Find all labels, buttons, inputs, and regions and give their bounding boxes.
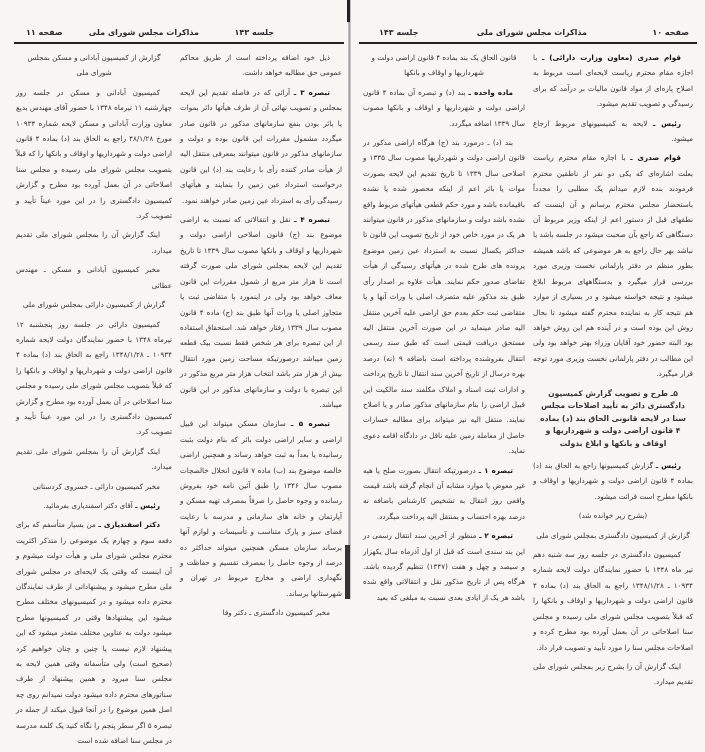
running-title: مذاکرات مجلس شورای ملی [476, 28, 587, 37]
paragraph-text: (بشرح زیر خوانده شد) [578, 511, 648, 521]
session-number: جلسه ۱۴۳ [234, 28, 274, 37]
paragraph [180, 416, 342, 601]
speaker-or-clause-label: تبصره ۴ ـ [294, 215, 330, 225]
centered-title [16, 297, 172, 312]
paragraph [16, 498, 172, 513]
paragraph [533, 50, 693, 112]
paragraph [16, 444, 172, 475]
page-number: صفحه ۱۱ [26, 28, 63, 37]
paragraph [363, 85, 525, 131]
page-header [14, 28, 344, 42]
paragraph [533, 458, 693, 504]
centered-title [363, 50, 525, 81]
paragraph-text: بند (د) و تبصره آن بماده ۴ قانون اراضی دولت و شهرداریها و اوقاف و بانکها مصوب سال ۱۳۳۹ اضافه میگردد. [363, 87, 525, 128]
header-rule [14, 42, 344, 44]
centered-title [533, 528, 693, 543]
paragraph-text: گزارش از کمیسیون آبادانی و مسکن بمجلس شورای ملی [27, 53, 161, 78]
paragraph [180, 605, 342, 620]
speaker-or-clause-label: تبصره ۲ ـ [479, 531, 513, 541]
centered-title [533, 508, 693, 523]
section-heading [539, 388, 687, 451]
running-title: مذاکرات مجلس شورای ملی [88, 28, 199, 37]
paragraph [16, 317, 172, 440]
paragraph-text: من بسیار متأسفم که برای دفعه سوم و چهارم یک موضوعی را متذکر اکثریت محترم مجلس شورای ملی و هیأت دولت میشوم و آن اینست که وقتی یک لایحه‌ای در مجلس شورای ملی مطرح میشود و پیشنهاداتی از طرف نمایندگان محترم داده میشود و در کمیسیونهای مختلف مطرح میشود این پیشنهادها وقتی در کمیسیونها مطرح میشود دولت به عناوین مختلف متعذر میشود که این پیشنهاد لازم نیست یا چنین و چنان خواهیم کرد (صحیح است) ولی متأسفانه وقتی همین لایحه به مجلس سنا میرود و همین پیشنهاد از طرف سناتورهای محترم داده میشود دولت نمیدانم روی چه اصل همین موضوع را در آنجا قبول میکند از جمله در تبصره ۵ اگر سطر پنجم را نگاه کنید یک کلمه مدرسه در مجلس سنا اضافه شده است [16, 520, 173, 746]
paragraph-text: کمیسیون دارائی در جلسه روز پنجشنبه ۱۲ تیرماه ۱۳۴۸ با حضور نمایندگان دولت لایحه شماره ۱۰۹۳۴ ـ ۱۳۴۸/۱/۲۸ راجع به الحاق بند (د) بماده ۴ قانون اراضی دولت و شهرداریها و اوقاف و بانکها را که قبلاً بتصویب مجلس شورای ملی رسیده و مجلس سنا اصلاحاتی در آن بعمل آورده بود مطرح و گزارش کمیسیون دادگستری را در این مورد عیناً تأیید و تصویب کرد. [16, 319, 172, 437]
paragraph-text: آرائی که در فاصله تقدیم این لایحه بمجلس و تصویب نهائی آن از طرف هیأتها دائر بموات یا بائر بودن بنفع سازمانهای مذکور در قانون صادر میگردد مشمول مقررات این قانون بوده و دولت و سازمانهای مذکور در قانون میتوانند بمعرفی منتقل الیه از هیأت صادر کننده رأی با رعایت بند (د) این قانون درخواست استرداد عین زمین را بنمایند و هیأتهای رسیدگی رأی به استرداد عین زمین صادر خواهند نمود. [180, 87, 342, 205]
paragraph [16, 517, 172, 748]
paragraph [16, 262, 172, 293]
paragraph-text: گزارش کمیسیونها راجع به الحاق بند (د) بماده ۴ قانون اراضی دولت و شهرداریها و اوقاف و بانکها مطرح است قرائت میشود. [533, 461, 693, 501]
paragraph [533, 116, 693, 147]
speaker-or-clause-label: دکتر اسفندیاری ـ [98, 520, 161, 530]
speaker-or-clause-label: رئیس ـ [652, 118, 681, 128]
paragraph-text: مخبر کمیسیون دادگستری ـ دکتر وفا [222, 608, 330, 618]
paragraph-text: مخبر کمیسیون دارائی ـ خسروی کردستانی [32, 481, 160, 491]
paragraph [533, 150, 693, 381]
page-header [359, 28, 697, 42]
paragraph [16, 479, 172, 494]
paragraph-text: مخبر کمیسیون آبادانی و مسکن ـ مهندس عطائی [16, 265, 172, 290]
speaker-or-clause-label: قوام صدری ـ [630, 153, 681, 163]
paragraph-text: کمیسیون آبادانی و مسکن در جلسه روز چهارشنبه ۱۱ تیرماه ۱۳۴۸ با حضور آقای مهندس بدیع معاون وزارت آبادانی و مسکن لایحه شماره ۱۰۹۳۴ مورخ ۴۸/۱/۲۸ راجع به الحاق بند (د) بماده ۴ قانون اراضی دولت و شهرداریها و اوقاف و بانکها را که قبلاً بتصویب مجلس شورای ملی رسیده و مجلس سنا اصلاحاتی در آن بعمل آورده بود مطرح و گزارش کمیسیون دادگستری را در این مورد عیناً تأیید و تصویب کرد. [16, 87, 172, 221]
text-column-right [180, 50, 342, 625]
paragraph-text: نقل و انتقالاتی که نسبت به اراضی موضوع بند (ج) قانون اصلاحی اراضی دولت و شهرداریها و اوقاف و بانکها مصوب سال ۱۳۳۹ تا تاریخ تقدیم این لایحه بمجلس شورای ملی صورت گرفته است تا هزار متر مربع از شمول مقررات این قانون معاف خواهد بود ولی در اینمورد با متقاضی ثبت یا متجاوز اصلی یا وراث آنها طبق بند (ج) ماده ۴ قانون مصوب سال ۱۳۳۹ رفتار خواهد شد. استحقاق استفاده از این تبصره برای هر شخص فقط نسبت بیک قطعه زمین میباشد درصورتیکه مساحت زمین مورد انتقال بیش از هزار متر باشد انتخاب هزار متر مربع مذکور در این تبصره با دولت و سازمانهای مذکور در این قانون میباشد. [180, 215, 342, 409]
paragraph [16, 85, 172, 224]
speaker-or-clause-label: قوام صدری (معاون وزارت دارائی) ـ [541, 53, 681, 62]
paragraph [180, 212, 342, 412]
left-page [0, 0, 349, 746]
paragraph-text: با اجازه مقام محترم ریاست لایحه‌ای است مربوط به اصلاح پاره‌ای از مواد قانون مالیات بر درآمد که برای رسیدگی و تصویب تقدیم میشود. [533, 53, 693, 109]
paragraph-text: با اجازه مقام محترم ریاست بعلت اشاره‌ای که یکی دو نفر از ناطقین محترم فرمودند بنده لازم میدانم یک مطلبی را مجدداً باستحضار مجلس محترم برسانم و آن اینست که نطقهای قبل از دستور اعم از اینکه وزیر مربوط آن دستگاهی که راجع بآن صحبت میشود در جلسه باشد یا نباشد بهر حال راجع به هر موضوعی که باشد همیشه بطور منظم در دفتر پارلمانی نخست وزیری مورد بررسی قرار میگیرد و بدستگاههای مربوط ابلاغ میشود و نتیجه خواسته میشود و در بسیاری از موارد هم نتیجه کار به نماینده محترم گفته میشود تا بحال روش این بوده است و در آینده هم این روش خواهد بود البته حضور خود آقایان وزراء بهتر خواهد بود ولی این مطالب در دفتر پارلمانی نخست وزیری مورد توجه قرار میگیرد. [533, 153, 693, 379]
paragraph [180, 50, 342, 81]
paragraph-text: اینک گزارش آن را بشرح زیر بمجلس شورای ملی تقدیم میدارد. [533, 661, 693, 687]
session-number: جلسه ۱۴۳ [379, 28, 419, 37]
paragraph-text: گزارش از کمیسیون دارائی بمجلس شورای ملی [22, 300, 166, 310]
text-column-left [363, 50, 525, 609]
speaker-or-clause-label: ماده واحده ـ [468, 87, 513, 97]
paragraph-text: منظور از آخرین سند انتقال رسمی در این بند سندی است که قبل از اول آذرماه سال یکهزار و سیصد و چهل و هفت (۱۳۴۷) تنظیم گردیده باشد. هرگاه پس از تاریخ مذکور نقل و انتقالاتی واقع شده باشد هر یک از ایادی بعدی نسبت به مبلغی که بعید [363, 531, 526, 602]
paragraph-text: آقای دکتر اسفندیاری بفرمائید. [43, 500, 133, 510]
paragraph [363, 528, 525, 605]
text-column-left [16, 50, 172, 752]
paragraph-text: اینک گزارش آن را بمجلس شورای ملی تقدیم میدارد. [16, 230, 172, 255]
header-rule [359, 42, 697, 44]
paragraph-text: قانون الحاق یک بند بماده ۴ قانون اراضی دولت و شهرداریها و اوقاف و بانکها [371, 53, 517, 78]
text-column-right [533, 50, 693, 694]
paragraph-text: بند (د) ـ درمورد بند (ج) هرگاه اراضی مذکور در قانون اراضی دولت و شهرداریها مصوب سال ۱۳۳۵ و اصلاحی سال ۱۳۳۹ تا تاریخ تقدیم این لایحه بصورت موات یا بائر اعم از اینکه محصور شده یا نشده باقیمانده باشد و مورد حکم قطعی هیأتهای مربوط واقع نشده باشد دولت و سازمانهای مذکور در قانون میتوانند هر یک در مورد خاص خود از تاریخ تصویب این قانون تا حداکثر یکسال نسبت به استرداد عین زمین موضوع پرونده های طرح شده در هیأتهای رسیدگی از هیأت تقاضای صدور حکم نمایند. هیأت علاوه بر اصدار رأی طبق بند مذکور علیه متصرف اصلی یا وراث آنها و یا متقاضی ثبت حکم بعدم حق اراضی علیه آخرین منتقل الیه صادر مینماید در این صورت آخرین منتقل الیه مستحق دریافت قیمتی است که طبق سند رسمی انتقال بفروشنده پرداخته است باضافه ۹ (نه) درصد بهره درسال از تاریخ آخرین سند انتقال تا تاریخ پرداخت و ادارات ثبت اسناد و املاک مکلفند سند مالکیت این قبیل اراضی را بنام سازمانهای مذکور صادر و یا اصلاح نمایند. منتقل الیه نیز میتواند برای مطالبه خسارات حاصل از معامله زمین علیه ناقل در دادگاه اقامه دعوی نماید. [363, 138, 526, 456]
paragraph-text: گزارش از کمیسیون دادگستری بمجلس شورای ملی [536, 530, 690, 540]
speaker-or-clause-label: رئیس ـ [135, 500, 160, 510]
paragraph [180, 85, 342, 208]
speaker-or-clause-label: تبصره ۳ ـ [293, 87, 330, 97]
speaker-or-clause-label: تبصره ۵ ـ [290, 419, 330, 429]
paragraph [533, 659, 693, 690]
paragraph [363, 463, 525, 525]
paragraph-text: ذیل خود اضافه پرداخته است از طریق محاکم عمومی حق مطالبه خواهد داشت. [180, 53, 342, 78]
paragraph-text: لایحه به کمیسیونهای مربوط ارجاع میشود. [533, 118, 693, 144]
paragraph-text: درصورتیکه انتقال بصورت صلح یا هبه غیر معوض یا موارد مشابه آن انجام گرفته باشد قیمت واقعی روز انتقال به تشخیص کارشناس باضافه نه درصد بهره احتساب و بمنتقل الیه پرداخت میگردد. [363, 465, 525, 521]
centered-title [16, 50, 172, 81]
speaker-or-clause-label: تبصره ۱ ـ [478, 465, 513, 475]
paragraph-text: اینک گزارش آن را بمجلس شورای ملی تقدیم میدارد. [16, 446, 172, 472]
paragraph [533, 547, 693, 655]
right-page [353, 0, 705, 687]
paragraph-text: ۵ـ طرح و تصویب گزارش کمیسیون دادگستری دائر به تأیید اصلاحات مجلس سنا در لایحه قانونی الحاق بند (د) بماده ۴ قانون اراضی دولت و شهرداریها و اوقاف و بانکها و ابلاغ بدولت [540, 388, 686, 448]
speaker-or-clause-label: رئیس ـ [655, 461, 681, 471]
paragraph [363, 135, 525, 459]
paragraph-text: سازمان مسکن میتواند این قبیل اراضی و سایر اراضی دولت بائر که بنام دولت بثبت رسانیده یا بعداً به ثبت خواهد رساند و همچنین اراضی خالصه موضوع بند (ب) ماده ۷ قانون انحلال خالصجات مصوب سال ۱۳۴۶ را طبق آئین نامه خود بفروش رسانده و وجوه حاصل را صرفاً بمصرف تهیه مسکن و آپارتمان و خانه های سازمانی و مدرسه با رعایت فضای سبز و پارک متناسب و تأسیسات و لوازم آنها برساند سازمان مسکن همچنین میتواند حداکثر ده درصد از وجوه حاصل را بمصرف تقسیم و حفاظت و نگهداری اراضی و مخارج مربوط در تهران و شهرستانها برساند. [180, 419, 342, 598]
paragraph-text: کمیسیون دادگستری در جلسه روز سه شنبه دهم تیر ماه ۱۳۴۸ با حضور نمایندگان دولت لایحه شماره ۱۰۹۳۴ ـ ۱۳۴۸/۱/۲۸ راجع به الحاق بند (د) بماده ۴ قانون اراضی دولت و شهرداریها و اوقاف و بانکها را که قبلاً بتصویب مجلس شورای ملی رسیده و مجلس سنا اصلاحاتی در آن بعمل آورده بود مطرح کرده و اصلاحات مجلس سنا را مورد تأیید و تصویب قرار داد. [533, 550, 693, 652]
page-number: صفحه ۱۰ [652, 28, 689, 37]
paragraph [16, 227, 172, 258]
